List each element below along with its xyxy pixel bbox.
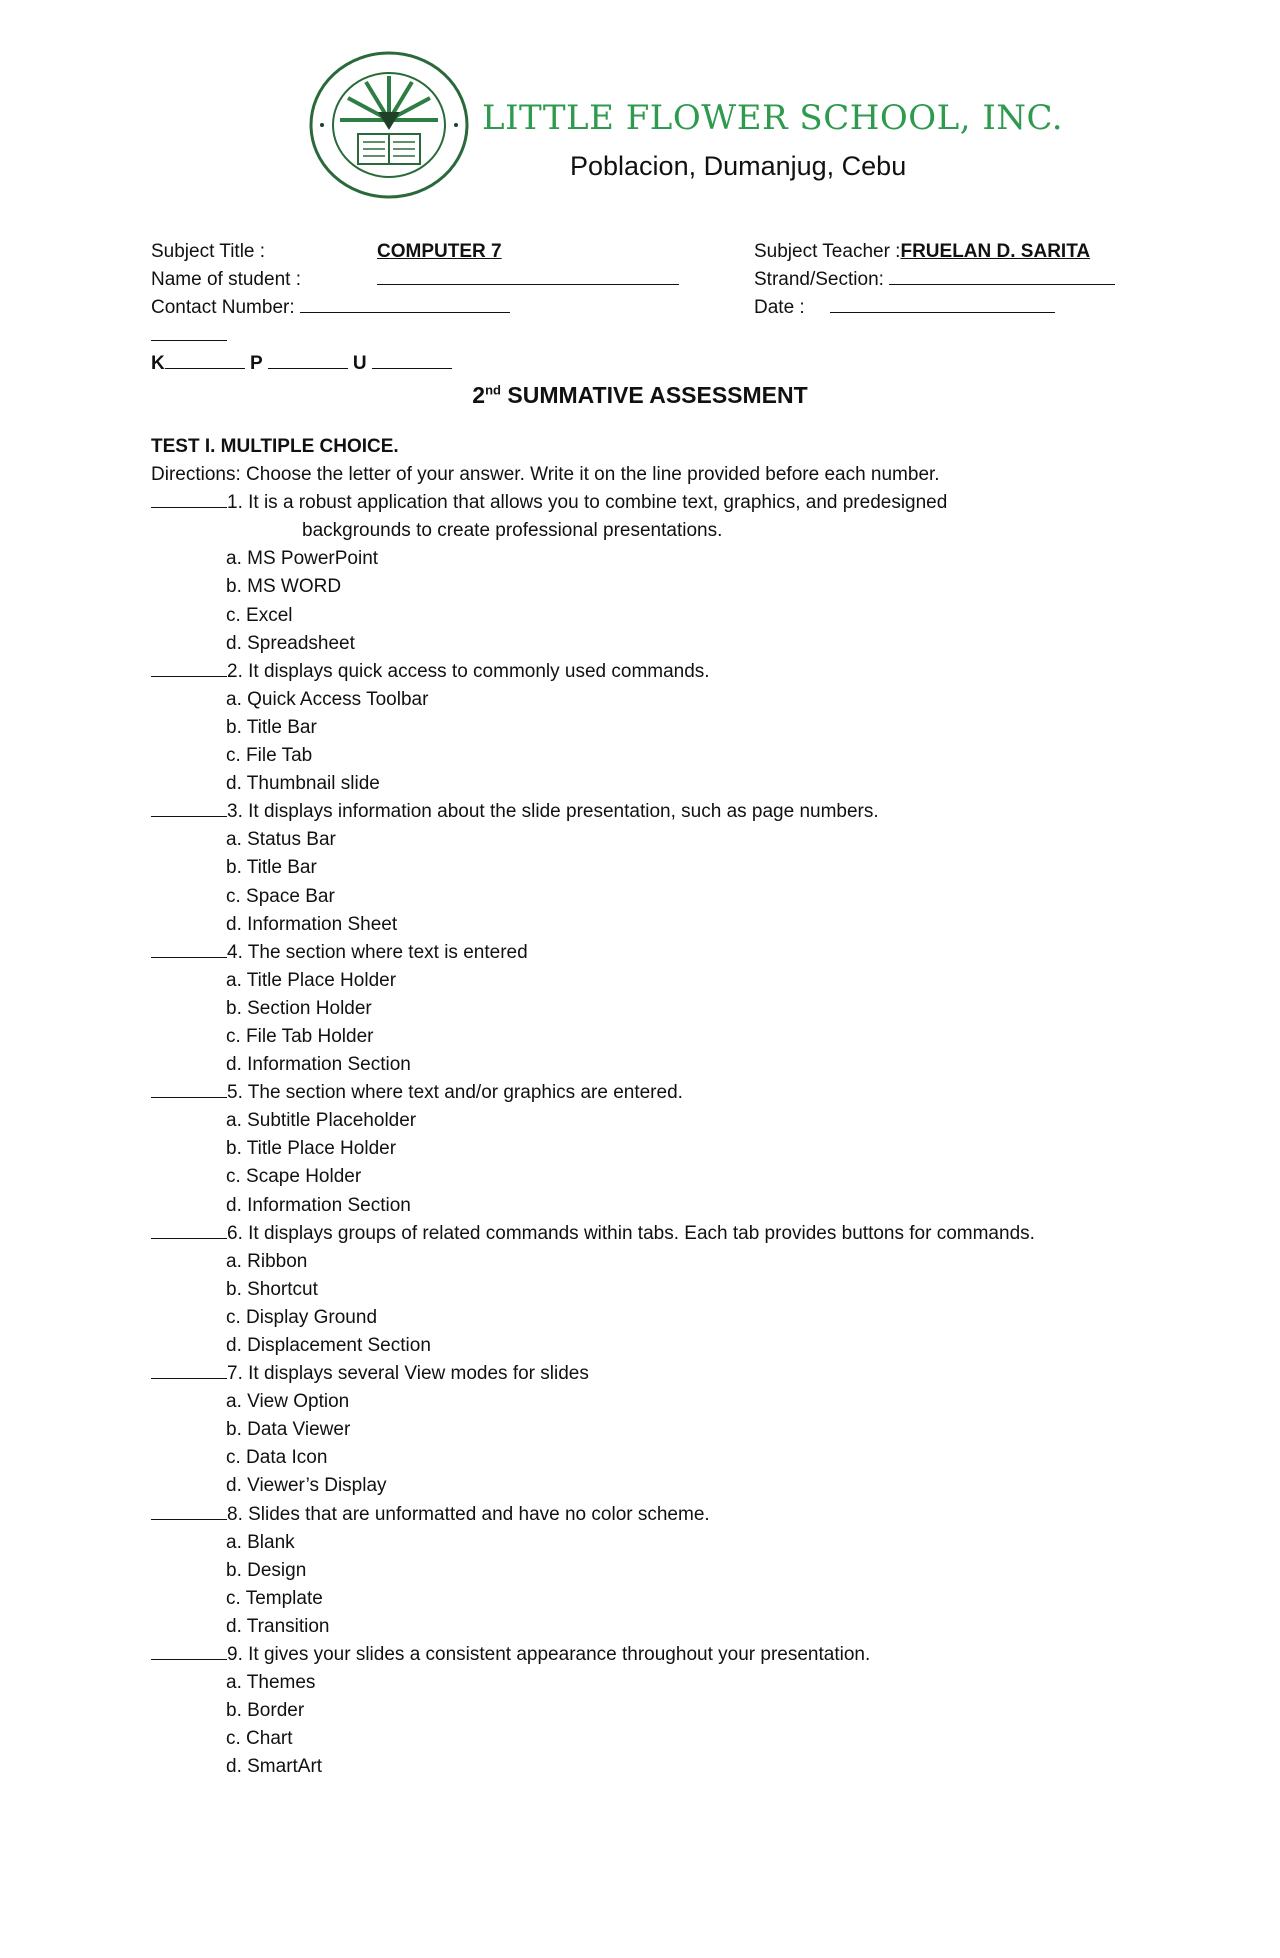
option: d. Spreadsheet bbox=[226, 632, 355, 654]
option: c. File Tab Holder bbox=[226, 1025, 374, 1047]
test-section bbox=[151, 433, 1251, 1782]
subject-teacher-label: Subject Teacher : bbox=[754, 241, 901, 262]
question-3 bbox=[151, 798, 1251, 938]
question-2 bbox=[151, 658, 1251, 798]
question-text: 3. It displays information about the slide presentation, such as page numbers. bbox=[227, 801, 879, 823]
option: d. Thumbnail slide bbox=[226, 773, 380, 795]
student-name-field[interactable] bbox=[377, 266, 679, 285]
assessment-title: 2nd SUMMATIVE ASSESSMENT bbox=[472, 382, 808, 408]
option: a. Status Bar bbox=[226, 829, 336, 851]
answer-line[interactable] bbox=[151, 1360, 227, 1379]
question-text: 8. Slides that are unformatted and have no color scheme. bbox=[227, 1503, 710, 1525]
question-9 bbox=[151, 1641, 1251, 1781]
option: c. Scape Holder bbox=[226, 1166, 362, 1188]
question-text: 1. It is a robust application that allows you to combine text, graphics, and predesigned bbox=[227, 492, 948, 514]
answer-line[interactable] bbox=[151, 1079, 227, 1098]
question-1 bbox=[151, 489, 1251, 658]
u-label: U bbox=[352, 353, 367, 374]
option: d. Displacement Section bbox=[226, 1335, 431, 1356]
option: c. Space Bar bbox=[226, 885, 335, 907]
question-5 bbox=[151, 1079, 1251, 1219]
k-label: K bbox=[151, 353, 165, 374]
school-seal-logo bbox=[308, 50, 470, 200]
question-text: 9. It gives your slides a consistent appearance throughout your presentation. bbox=[227, 1644, 871, 1666]
contact-number-field[interactable] bbox=[300, 294, 510, 313]
school-address: Poblacion, Dumanjug, Cebu bbox=[570, 151, 907, 181]
school-name: LITTLE FLOWER SCHOOL, INC. bbox=[482, 98, 1064, 138]
question-text-continued: backgrounds to create professional presentations. bbox=[302, 520, 723, 542]
option: c. File Tab bbox=[226, 745, 313, 767]
option: b. Section Holder bbox=[226, 997, 372, 1019]
answer-line[interactable] bbox=[151, 798, 227, 817]
option: a. Ribbon bbox=[226, 1250, 308, 1272]
option: c. Data Icon bbox=[226, 1447, 328, 1469]
option: d. Transition bbox=[226, 1615, 330, 1637]
question-text: 6. It displays groups of related commands within tabs. Each tab provides buttons for commands. bbox=[227, 1222, 1035, 1244]
option: b. Shortcut bbox=[226, 1278, 318, 1300]
option: b. Title Place Holder bbox=[226, 1138, 397, 1160]
option: b. Design bbox=[226, 1559, 307, 1581]
contact-number-label: Contact Number: bbox=[151, 297, 295, 318]
option: a. Themes bbox=[226, 1672, 316, 1694]
kpu-scores bbox=[151, 350, 679, 378]
date-label: Date : bbox=[754, 297, 805, 318]
answer-line[interactable] bbox=[151, 1220, 227, 1239]
question-text: 7. It displays several View modes for slides bbox=[227, 1363, 589, 1385]
answer-line[interactable] bbox=[151, 489, 227, 508]
u-field[interactable] bbox=[372, 350, 452, 369]
question-text: 5. The section where text and/or graphics are entered. bbox=[227, 1082, 683, 1104]
option: a. Blank bbox=[226, 1531, 295, 1553]
option: b. MS WORD bbox=[226, 576, 342, 598]
option: b. Border bbox=[226, 1700, 305, 1722]
option: d. SmartArt bbox=[226, 1756, 323, 1778]
option: b. Data Viewer bbox=[226, 1419, 351, 1441]
answer-line[interactable] bbox=[151, 1501, 227, 1520]
student-info-right bbox=[754, 238, 1115, 322]
k-field[interactable] bbox=[165, 350, 245, 369]
student-info-left bbox=[151, 238, 679, 378]
option: a. View Option bbox=[226, 1391, 350, 1413]
question-8 bbox=[151, 1501, 1251, 1641]
date-field[interactable] bbox=[830, 294, 1055, 313]
blank-line bbox=[151, 322, 227, 341]
answer-line[interactable] bbox=[151, 939, 227, 958]
option: a. Subtitle Placeholder bbox=[226, 1110, 417, 1132]
subject-teacher-value: FRUELAN D. SARITA bbox=[900, 241, 1091, 262]
option: c. Excel bbox=[226, 604, 293, 626]
subject-title-value: COMPUTER 7 bbox=[377, 241, 502, 262]
option: a. Quick Access Toolbar bbox=[226, 688, 429, 710]
strand-section-label: Strand/Section: bbox=[754, 269, 884, 290]
option: c. Chart bbox=[226, 1728, 293, 1750]
test-heading: TEST I. MULTIPLE CHOICE. bbox=[151, 436, 399, 457]
question-4 bbox=[151, 939, 1251, 1079]
student-name-label: Name of student : bbox=[151, 269, 301, 290]
option: c. Template bbox=[226, 1587, 323, 1609]
subject-title-label: Subject Title : bbox=[151, 241, 266, 262]
question-7 bbox=[151, 1360, 1251, 1500]
strand-section-field[interactable] bbox=[889, 266, 1115, 285]
answer-line[interactable] bbox=[151, 1641, 227, 1660]
p-label: P bbox=[250, 353, 263, 374]
answer-line[interactable] bbox=[151, 658, 227, 677]
question-text: 4. The section where text is entered bbox=[227, 941, 528, 963]
option: d. Viewer’s Display bbox=[226, 1475, 387, 1497]
option: d. Information Section bbox=[226, 1054, 411, 1076]
directions: Directions: Choose the letter of your answer. Write it on the line provided before each number. bbox=[151, 464, 940, 486]
question-6 bbox=[151, 1220, 1251, 1360]
option: c. Display Ground bbox=[226, 1306, 378, 1328]
option: a. MS PowerPoint bbox=[226, 548, 379, 570]
option: a. Title Place Holder bbox=[226, 969, 397, 991]
option: b. Title Bar bbox=[226, 857, 317, 879]
option: b. Title Bar bbox=[226, 716, 317, 738]
question-text: 2. It displays quick access to commonly used commands. bbox=[227, 660, 710, 682]
option: d. Information Section bbox=[226, 1194, 411, 1216]
option: d. Information Sheet bbox=[226, 913, 398, 935]
p-field[interactable] bbox=[268, 350, 348, 369]
